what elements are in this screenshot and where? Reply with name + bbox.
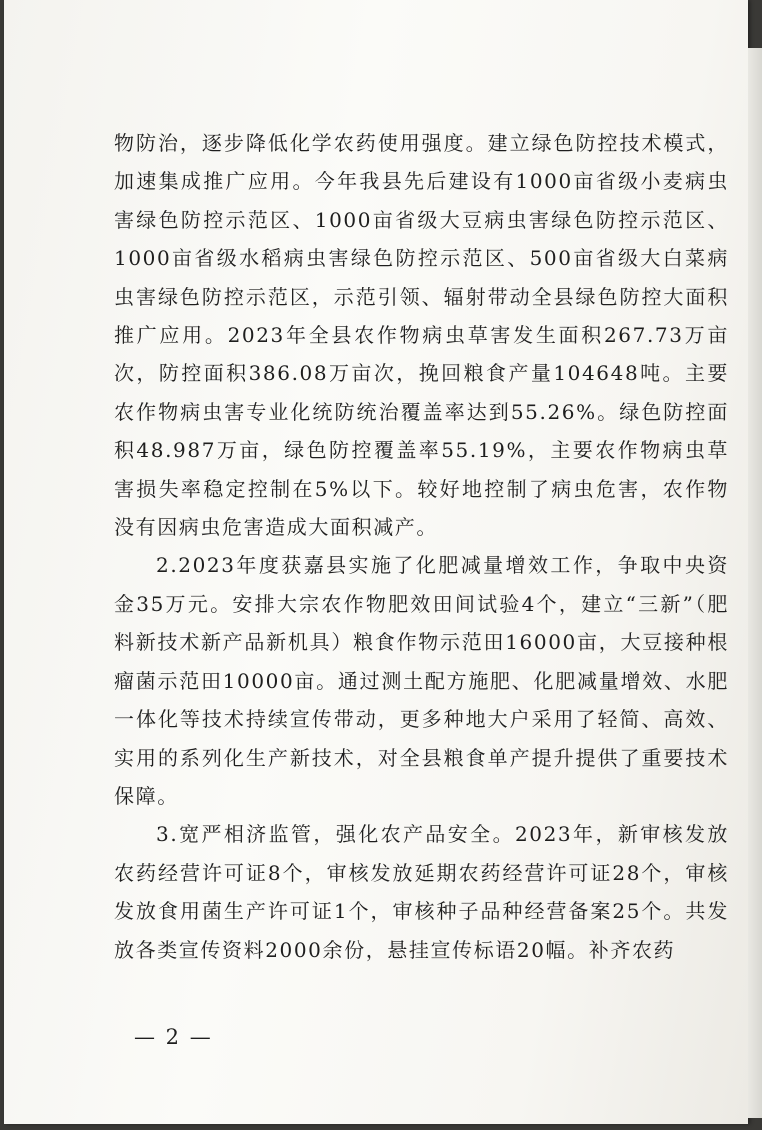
paragraph-continuation: 物防治，逐步降低化学农药使用强度。建立绿色防控技术模式，加速集成推广应用。今年我县先后建设有1000亩省级小麦病虫害绿色防控示范区、1000亩省级大豆病虫害绿色防控示范区、1000亩省级水稻病虫害绿色防控示范区、500亩省级大白菜病虫害绿色防控示范区，示范引领、辐射带动全县绿色防控大面积推广应用。2023年全县农作物病虫草害发生面积267.73万亩次，防控面积386.08万亩次，挽回粮食产量104648吨。主要农作物病虫害专业化统防统治覆盖率达到55.26%。绿色防控面积48.987万亩，绿色防控覆盖率55.19%，主要农作物病虫草害损失率稳定控制在5%以下。较好地控制了病虫危害，农作物没有因病虫危害造成大面积减产。 xyxy=(114,131,729,540)
paragraph-fertilizer-reduction: 2.2023年度获嘉县实施了化肥减量增效工作，争取中央资金35万元。安排大宗农作物肥效田间试验4个，建立“三新”（肥料新技术新产品新机具）粮食作物示范田16000亩，大豆接种根瘤菌示范田10000亩。通过测土配方施肥、化肥减量增效、水肥一体化等技术持续宣传带动，更多种地大户采用了轻简、高效、实用的系列化生产新技术，对全县粮食单产提升提供了重要技术保障。 xyxy=(114,553,729,808)
document-body xyxy=(114,124,729,969)
page-number: — 2 — xyxy=(134,1025,213,1049)
document-page xyxy=(4,0,748,1124)
paper-edge xyxy=(748,48,762,1118)
paragraph-supervision: 3.宽严相济监管，强化农产品安全。2023年，新审核发放农药经营许可证8个，审核发放延期农药经营许可证28个，审核发放食用菌生产许可证1个，审核种子品种经营备案25个。共发放各类宣传资料2000余份，悬挂宣传标语20幅。补齐农药 xyxy=(114,822,729,962)
